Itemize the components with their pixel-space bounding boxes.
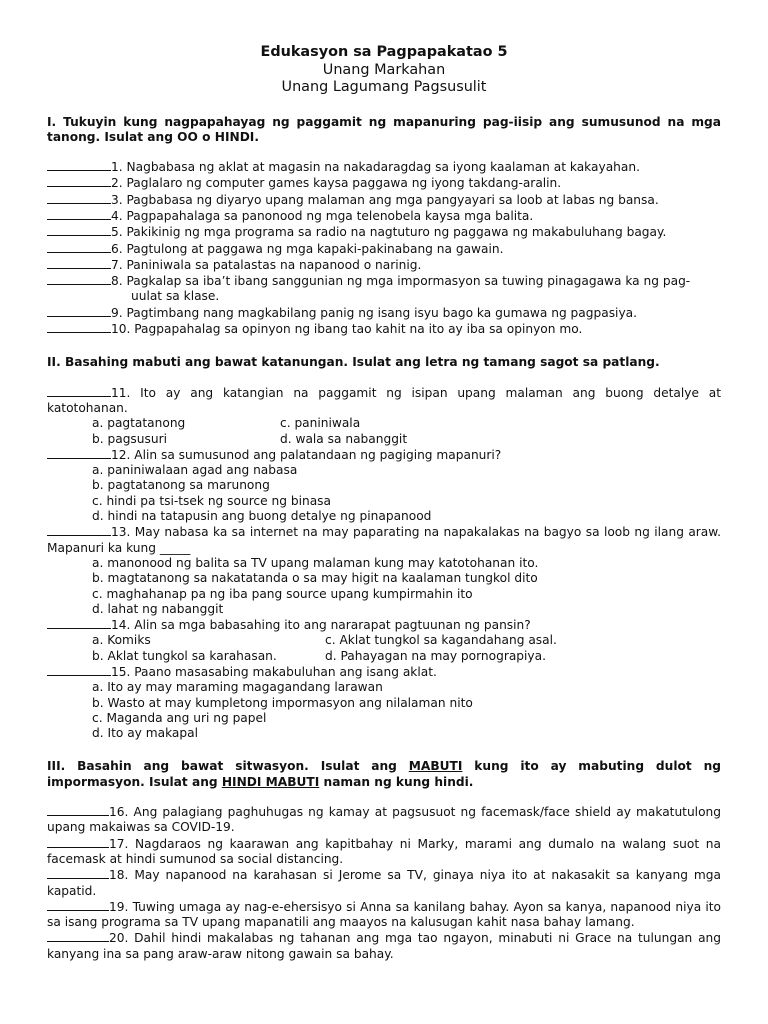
answer-blank[interactable] <box>47 257 111 269</box>
keyword-mabuti: MABUTI <box>408 759 463 774</box>
answer-blank[interactable] <box>47 208 111 220</box>
answer-blank[interactable] <box>47 321 111 333</box>
answer-blank[interactable] <box>47 385 111 397</box>
item-6: 6. Pagtulong at paggawa ng mga kapaki-pakinabang na gawain. <box>47 241 721 257</box>
answer-blank[interactable] <box>47 447 111 459</box>
answer-blank[interactable] <box>47 930 109 942</box>
item-19: 19. Tuwing umaga ay nag-e-ehersisyo si Anna sa kanilang bahay. Ayon sa kanya, napanood niya ito sa isang programa sa TV upang mapanatili ang maayos na kalusugan kahit nasa bahay lamang. <box>47 899 721 930</box>
q13-option-d: d. lahat ng nabanggit <box>92 601 224 616</box>
item-4: 4. Pagpapahalaga sa panonood ng mga telenobela kaysa mga balita. <box>47 208 721 224</box>
item-18: 18. May napanood na karahasan si Jerome sa TV, ginaya niya ito at nakasakit sa kanyang mga kapatid. <box>47 868 721 898</box>
quarter-label: Unang Markahan <box>322 61 446 78</box>
item-10: 10. Pagpapahalag sa opinyon ng ibang tao kahit na ito ay iba sa opinyon mo. <box>47 321 721 337</box>
q15-option-a: a. Ito ay may maraming magagandang larawan <box>92 680 383 695</box>
item-5: 5. Pakikinig ng mga programa sa radio na nagtuturo ng paggawa ng makabuluhang bagay. <box>47 224 721 240</box>
question-12: 12. Alin sa sumusunod ang palatandaan ng pagiging mapanuri? <box>47 447 721 463</box>
item-8: 8. Pagkalap sa iba’t ibang sanggunian ng mga impormasyon sa tuwing pinagagawa ka ng pag- <box>47 273 721 289</box>
question-11: 11. Ito ay ang katangian na paggamit ng isipan upang malaman ang buong detalye at katotohanan. <box>47 385 721 415</box>
q11-options-row-1: a. pagtatanong c. paniniwala <box>92 416 361 431</box>
q12-option-b: b. pagtatanong sa marunong <box>92 478 270 493</box>
question-15: 15. Paano masasabing makabuluhan ang isang aklat. <box>47 664 721 680</box>
answer-blank[interactable] <box>47 836 109 848</box>
item-17: 17. Nagdaraos ng kaarawan ang kapitbahay ni Marky, marami ang dumalo na walang suot na facemask at hindi sumunod sa social distancing. <box>47 836 721 866</box>
q14-options-row-1: a. Komiks c. Aklat tungkol sa kagandahang asal. <box>92 633 557 648</box>
answer-blank[interactable] <box>47 664 111 676</box>
q15-option-d: d. Ito ay makapal <box>92 726 198 741</box>
q13-option-c: c. maghahanap pa ng iba pang source upang kumpirmahin ito <box>92 586 473 601</box>
q12-option-c: c. hindi pa tsi-tsek ng source ng binasa <box>92 493 331 508</box>
answer-blank[interactable] <box>47 617 111 629</box>
q12-option-d: d. hindi na tatapusin ang buong detalye ng pinapanood <box>92 509 432 524</box>
question-14: 14. Alin sa mga babasahing ito ang nararapat pagtuunan ng pansin? <box>47 617 721 633</box>
question-13: 13. May nabasa ka sa internet na may paparating na napakalakas na bagyo sa loob ng ilang araw. Mapanuri ka kung _____ <box>47 525 721 555</box>
answer-blank[interactable] <box>47 899 109 911</box>
section-1-instruction: I. Tukuyin kung nagpapahayag ng paggamit ng mapanuring pag-iisip ang sumusunod na mga tanong. Isulat ang OO o HINDI. <box>47 114 721 144</box>
q13-option-a: a. manonood ng balita sa TV upang malaman kung may katotohanan ito. <box>92 555 539 570</box>
q15-option-c: c. Maganda ang uri ng papel <box>92 710 267 725</box>
item-7: 7. Paniniwala sa patalastas na napanood o narinig. <box>47 257 721 273</box>
section-2-instruction: II. Basahing mabuti ang bawat katanungan. Isulat ang letra ng tamang sagot sa patlang. <box>47 355 660 370</box>
item-16: 16. Ang palagiang paghuhugas ng kamay at pagsusuot ng facemask/face shield ay makatutulong upang makaiwas sa COVID-19. <box>47 805 721 835</box>
item-1: 1. Nagbabasa ng aklat at magasin na nakadaragdag sa iyong kaalaman at kakayahan. <box>47 159 721 175</box>
answer-blank[interactable] <box>47 867 109 879</box>
section-3-instruction: III. Basahin ang bawat sitwasyon. Isulat ang MABUTI kung ito ay mabuting dulot ng impormasyon. Isulat ang HINDI MABUTI naman ng kung hindi. <box>47 759 721 789</box>
answer-blank[interactable] <box>47 305 111 317</box>
q12-option-a: a. paniniwalaan agad ang nabasa <box>92 463 298 478</box>
item-9: 9. Pagtimbang nang magkabilang panig ng isang isyu bago ka gumawa ng pagpasiya. <box>47 305 721 321</box>
q11-options-row-2: b. pagsusuri d. wala sa nabanggit <box>92 431 408 446</box>
answer-blank[interactable] <box>47 192 111 204</box>
answer-blank[interactable] <box>47 241 111 253</box>
answer-blank[interactable] <box>47 804 109 816</box>
answer-blank[interactable] <box>47 175 111 187</box>
test-label: Unang Lagumang Pagsusulit <box>281 79 487 95</box>
answer-blank[interactable] <box>47 224 111 236</box>
q15-option-b: b. Wasto at may kumpletong impormasyon ang nilalaman nito <box>92 695 473 710</box>
item-3: 3. Pagbabasa ng diyaryo upang malaman ang mga pangyayari sa loob at labas ng bansa. <box>47 192 721 208</box>
answer-blank[interactable] <box>47 159 111 171</box>
answer-blank[interactable] <box>47 524 111 536</box>
q13-option-b: b. magtatanong sa nakatatanda o sa may higit na kaalaman tungkol dito <box>92 571 538 586</box>
q14-options-row-2: b. Aklat tungkol sa karahasan. d. Pahayagan na may pornograpiya. <box>92 648 546 663</box>
answer-blank[interactable] <box>47 273 111 285</box>
item-20: 20. Dahil hindi makalabas ng tahanan ang mga tao ngayon, minabuti ni Grace na tulungan ang kanyang ina sa pang araw-araw nitong gawain sa bahay. <box>47 931 721 961</box>
item-2: 2. Paglalaro ng computer games kaysa paggawa ng iyong takdang-aralin. <box>47 175 721 191</box>
exam-title: Edukasyon sa Pagpapakatao 5 <box>260 44 508 60</box>
item-8-continuation: uulat sa klase. <box>131 289 220 304</box>
keyword-hindi-mabuti: HINDI MABUTI <box>221 774 320 789</box>
